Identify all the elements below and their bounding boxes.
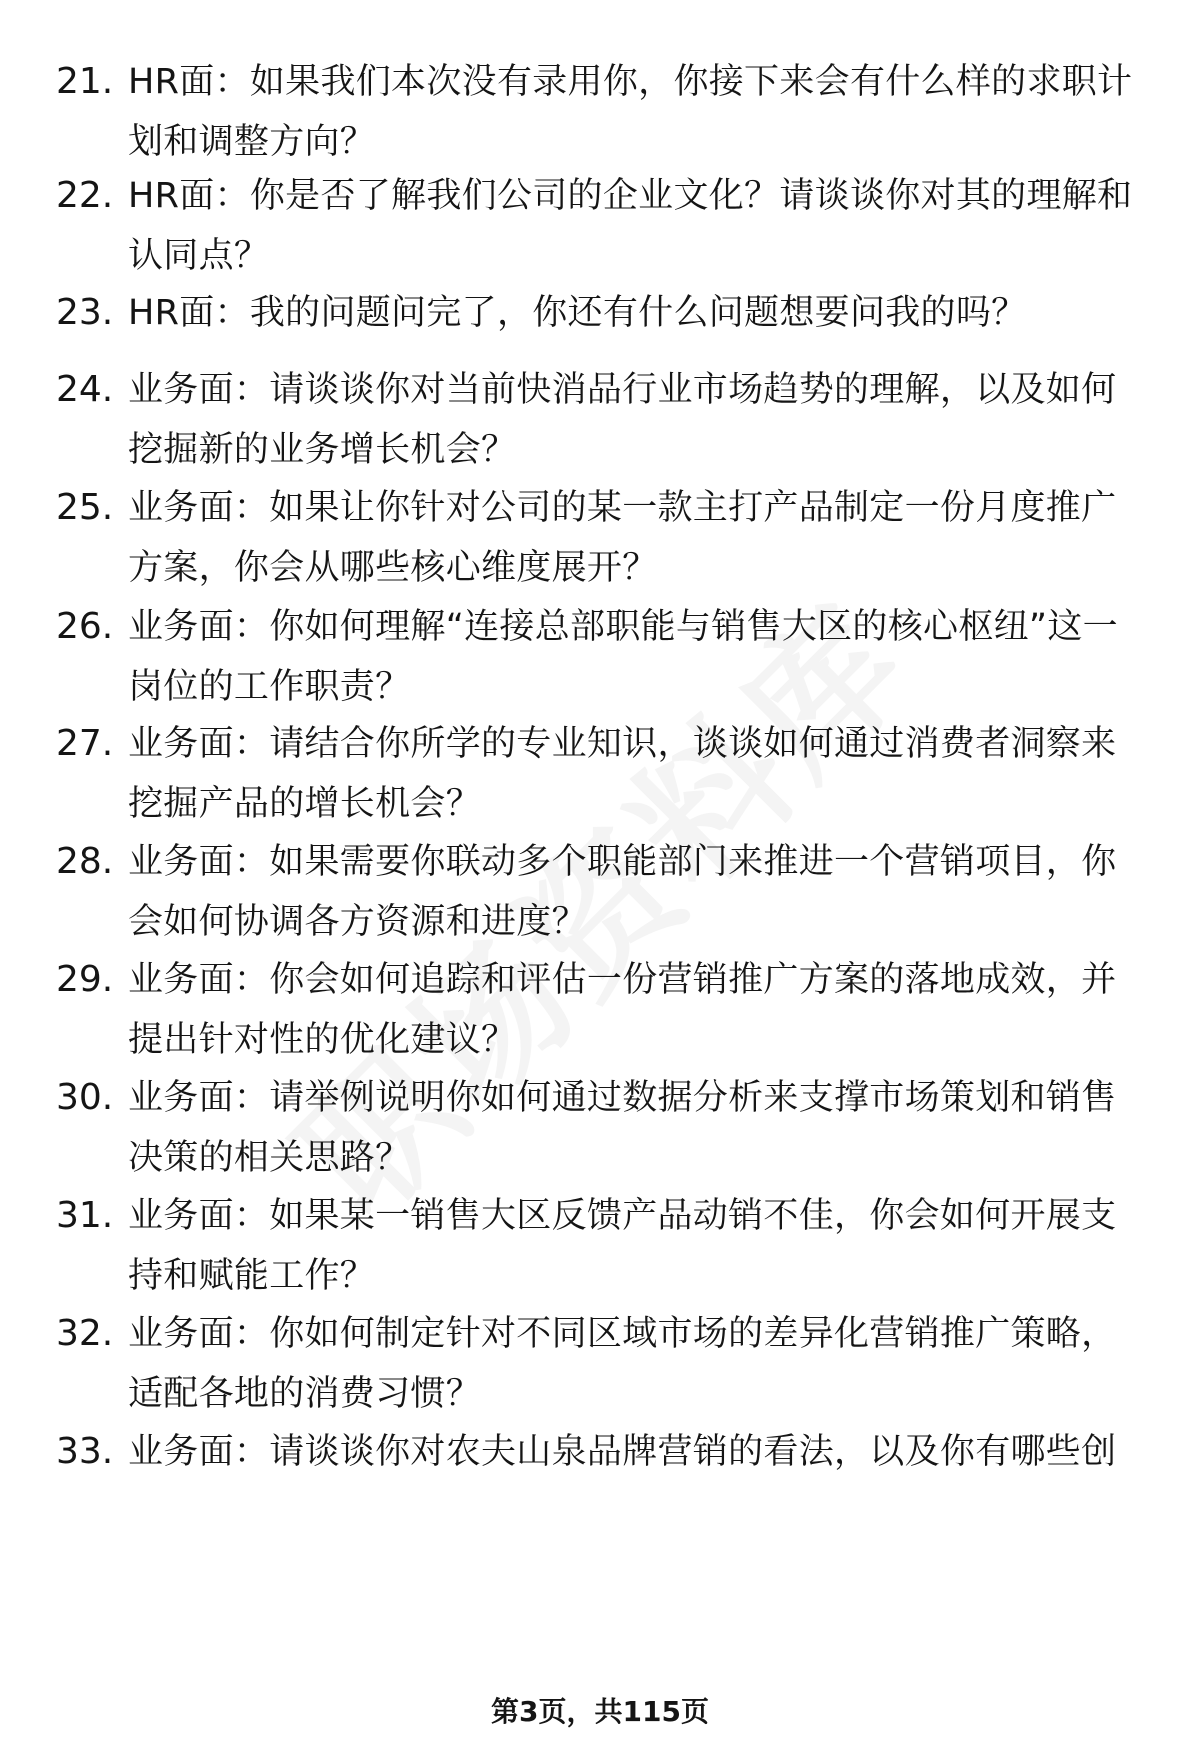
question-number: 21. <box>56 61 114 102</box>
question-number: 33. <box>56 1431 114 1472</box>
question-type: 业务面： <box>128 488 270 528</box>
question-type: 业务面： <box>128 960 270 1000</box>
question-content: 你会如何追踪和评估一份营销推广方案的落地成效，并提出针对性的优化建议？ <box>128 960 1117 1060</box>
question-type: 业务面： <box>128 842 270 882</box>
question-number: 32. <box>56 1313 114 1354</box>
question-type: 业务面： <box>128 1314 270 1354</box>
question-number: 26. <box>56 606 114 647</box>
question-text <box>128 52 1151 172</box>
question-number: 27. <box>56 723 114 764</box>
question-content: 请结合你所学的专业知识，谈谈如何通过消费者洞察来挖掘产品的增长机会？ <box>128 724 1117 824</box>
question-text <box>128 1422 1151 1482</box>
question-content: 如果让你针对公司的某一款主打产品制定一份月度推广方案，你会从哪些核心维度展开？ <box>128 488 1117 588</box>
question-content: 我的问题问完了，你还有什么问题想要问我的吗？ <box>249 293 1027 333</box>
question-number: 23. <box>56 292 114 333</box>
page-footer <box>0 1692 1200 1732</box>
question-type: 业务面： <box>128 370 270 410</box>
question-text <box>128 283 1151 343</box>
question-type: 业务面： <box>128 1078 270 1118</box>
question-content: 你如何理解“连接总部职能与销售大区的核心枢纽”这一岗位的工作职责？ <box>128 607 1118 707</box>
question-text <box>128 832 1151 952</box>
question-content: 请谈谈你对农夫山泉品牌营销的看法，以及你有哪些创 <box>269 1432 1117 1472</box>
question-type: HR面： <box>128 293 250 333</box>
question-content: 请谈谈你对当前快消品行业市场趋势的理解，以及如何挖掘新的业务增长机会？ <box>128 370 1117 470</box>
page-number-label: 第3页，共115页 <box>491 1695 709 1728</box>
question-text <box>128 950 1151 1070</box>
question-text <box>128 478 1151 598</box>
question-content: 请举例说明你如何通过数据分析来支撑市场策划和销售决策的相关思路？ <box>128 1078 1117 1178</box>
question-number: 28. <box>56 841 114 882</box>
question-number: 25. <box>56 487 114 528</box>
question-text <box>128 714 1151 834</box>
question-type: 业务面： <box>128 607 270 647</box>
question-type: 业务面： <box>128 724 270 764</box>
question-text <box>128 1186 1151 1306</box>
question-content: 如果我们本次没有录用你，你接下来会有什么样的求职计划和调整方向？ <box>128 62 1133 162</box>
question-text <box>128 1068 1151 1188</box>
question-number: 22. <box>56 175 114 216</box>
question-number: 29. <box>56 959 114 1000</box>
question-content: 如果某一销售大区反馈产品动销不佳，你会如何开展支持和赋能工作？ <box>128 1196 1117 1296</box>
question-text <box>128 597 1151 717</box>
question-text <box>128 360 1151 480</box>
question-content: 如果需要你联动多个职能部门来推进一个营销项目，你会如何协调各方资源和进度？ <box>128 842 1117 942</box>
question-number: 30. <box>56 1077 114 1118</box>
question-number: 31. <box>56 1195 114 1236</box>
question-content: 你如何制定针对不同区域市场的差异化营销推广策略，适配各地的消费习惯？ <box>128 1314 1117 1414</box>
question-text <box>128 166 1151 286</box>
question-type: HR面： <box>128 176 250 216</box>
question-type: 业务面： <box>128 1432 270 1472</box>
question-content: 你是否了解我们公司的企业文化？请谈谈你对其的理解和认同点？ <box>128 176 1133 276</box>
question-number: 24. <box>56 369 114 410</box>
question-text <box>128 1304 1151 1424</box>
question-type: 业务面： <box>128 1196 270 1236</box>
question-type: HR面： <box>128 62 250 102</box>
